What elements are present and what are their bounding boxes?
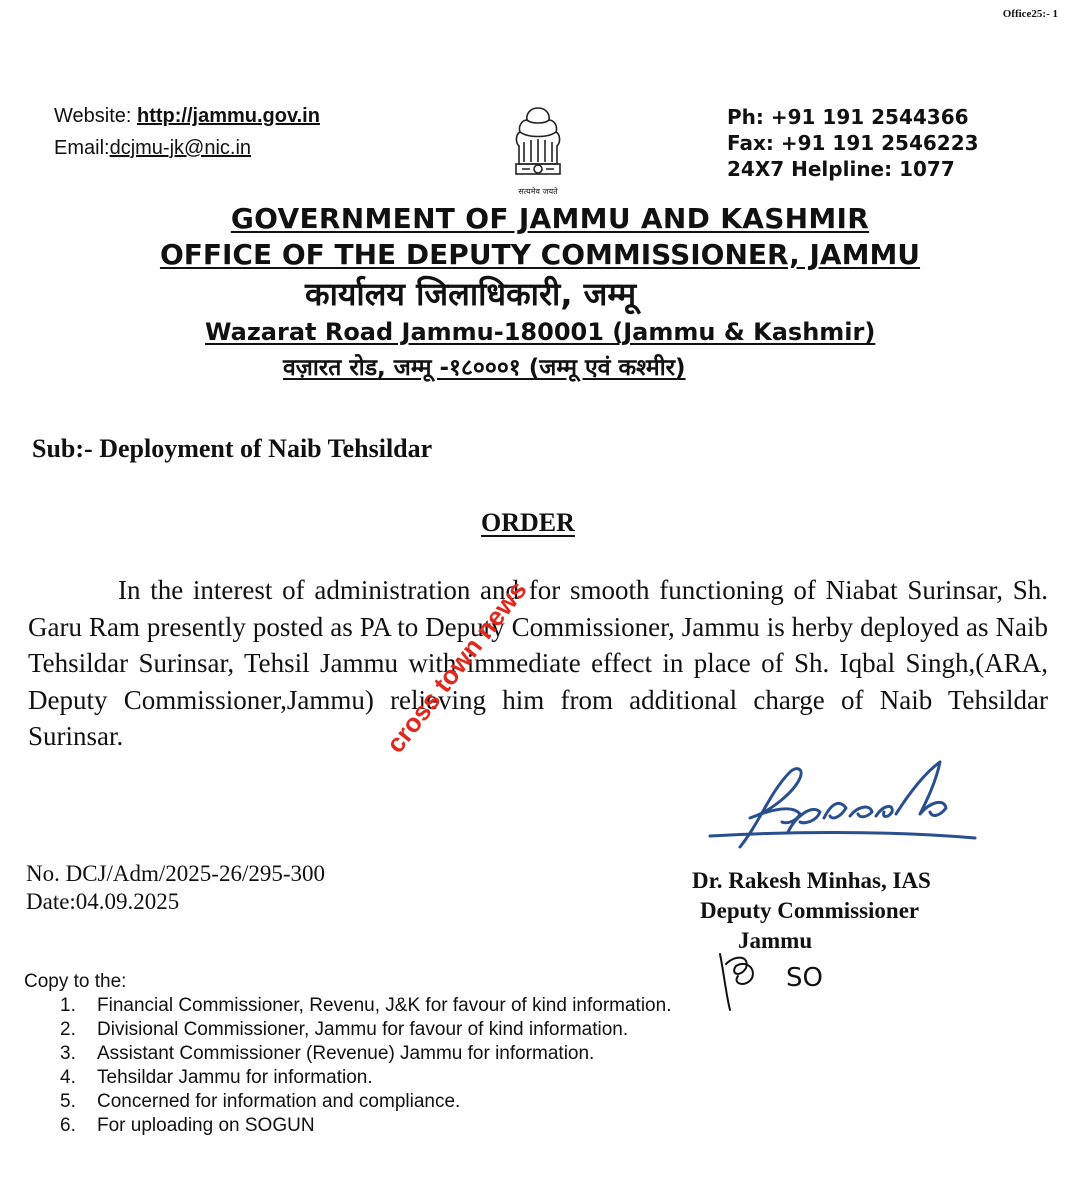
signatory-block <box>692 866 931 956</box>
order-title: ORDER <box>481 508 575 537</box>
copy-to-heading: Copy to the: <box>24 971 127 992</box>
subject-line: Sub:- Deployment of Naib Tehsildar <box>32 434 433 463</box>
email-line <box>54 132 320 164</box>
list-item: 1. Financial Commissioner, Revenu, J&K for favour of kind information. <box>60 995 672 1016</box>
reference-number: No. DCJ/Adm/2025-26/295-300 <box>26 861 325 886</box>
watermark: cross town news <box>380 574 533 759</box>
list-item: 5. Concerned for information and compliance. <box>60 1091 461 1112</box>
list-item: 6. For uploading on SOGUN <box>60 1115 315 1136</box>
helpline-number: 24X7 Helpline: 1077 <box>727 157 955 181</box>
header-office: OFFICE OF THE DEPUTY COMMISSIONER, JAMMU <box>159 238 921 271</box>
handwritten-initials <box>716 944 826 1014</box>
header-office-hindi: कार्यालय जिलाधिकारी, जम्मू <box>305 275 637 313</box>
emblem-motto: सत्यमेव जयते <box>518 187 558 196</box>
contact-left <box>54 100 320 164</box>
website-label: Website: <box>54 105 137 127</box>
national-emblem-icon <box>500 102 576 200</box>
header-government: GOVERNMENT OF JAMMU AND KASHMIR <box>230 202 870 235</box>
fax-number: Fax: +91 191 2546223 <box>727 131 979 155</box>
signature-image <box>700 752 990 862</box>
phone-number: Ph: +91 191 2544366 <box>727 105 969 129</box>
copy-to-list <box>24 994 671 1138</box>
list-item: 2. Divisional Commissioner, Jammu for favour of kind information. <box>60 1019 629 1040</box>
handwritten-mark-text: SO <box>786 963 823 993</box>
order-body: In the interest of administration and for smooth functioning of Niabat Surinsar, Sh. Garu Ram presently posted as PA to Deputy Commissioner, Jammu is herby deployed as Naib Tehsildar Surinsar, Tehsil Jammu with immediate effect in place of Sh. Iqbal Singh,(ARA, Deputy Commissioner,Jammu) relieving him from additional charge of Naib Tehsildar Surinsar. <box>28 575 1048 751</box>
copy-to-block <box>24 970 671 1138</box>
list-item: 4. Tehsildar Jammu for information. <box>60 1067 373 1088</box>
signatory-place: Jammu <box>738 928 813 953</box>
header-address-hindi: वज़ारत रोड, जम्मू -१८०००१ (जम्मू एवं कश्मीर) <box>283 355 686 381</box>
website-link[interactable]: http://jammu.gov.in <box>137 105 320 127</box>
header-address: Wazarat Road Jammu-180001 (Jammu & Kashmir) <box>205 318 876 346</box>
list-item: 3. Assistant Commissioner (Revenue) Jammu for information. <box>60 1043 595 1064</box>
signatory-name: Dr. Rakesh Minhas, IAS <box>692 868 931 893</box>
office-reference: Office25:- 1 <box>1002 8 1058 20</box>
email-link[interactable]: dcjmu-jk@nic.in <box>109 137 252 159</box>
reference-date: Date:04.09.2025 <box>26 889 180 914</box>
contact-right <box>727 104 979 182</box>
email-label: Email: <box>54 137 110 159</box>
reference-block <box>26 860 325 916</box>
website-line <box>54 100 320 132</box>
signatory-designation: Deputy Commissioner <box>700 898 920 923</box>
